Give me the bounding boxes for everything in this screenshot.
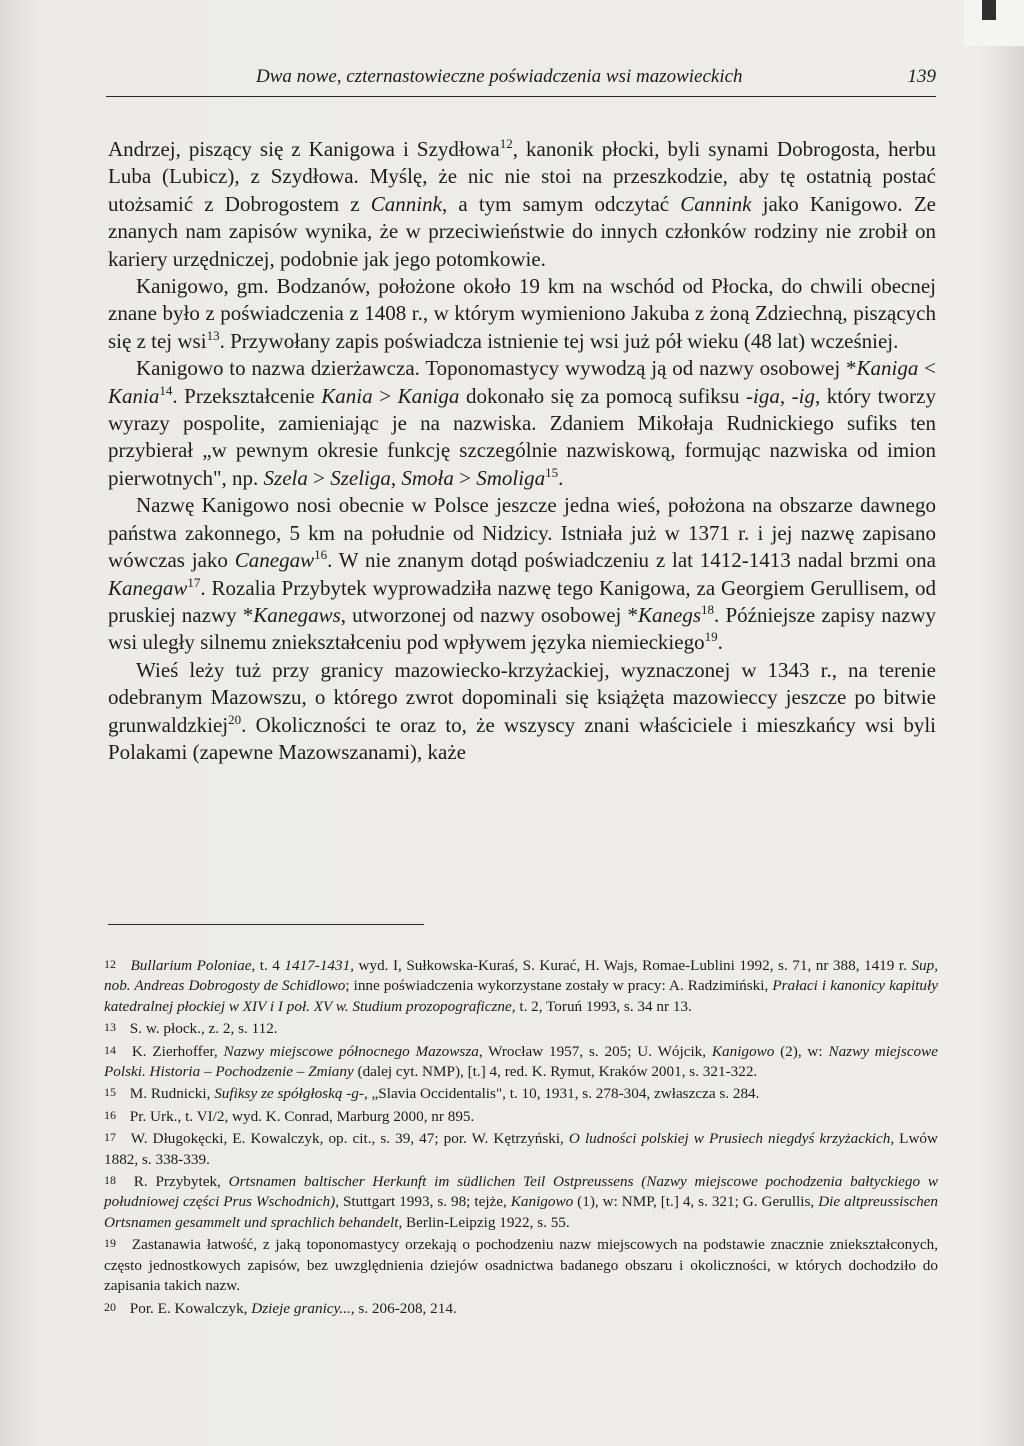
footnote-ref: 12 bbox=[499, 136, 513, 151]
text-run: , t. 2, Toruń 1993, s. 34 nr 13. bbox=[511, 997, 692, 1015]
text-run: dokonało się za pomocą sufiksu bbox=[459, 383, 747, 408]
text-run: , Lwów 1882, s. 338-339. bbox=[104, 1130, 938, 1168]
text-run: S. w. płock., z. 2, s. 112. bbox=[129, 1020, 278, 1038]
text-run: > bbox=[372, 383, 398, 408]
paragraph bbox=[108, 136, 936, 273]
footnote-number: 18 bbox=[104, 1173, 116, 1188]
text-run: , bbox=[390, 465, 402, 490]
text-run: . bbox=[717, 630, 723, 655]
italic-text: Ortsnamen baltischer Herkunft im südlichen Teil Ostpreussens (Nazwy miejscowe pochodzenia bałtyckiego w południowej części Prus Wschodnich) bbox=[104, 1173, 939, 1211]
text-run: , „Slavia Occidentalis", t. 10, 1931, s. 278-304, zwłaszcza s. 284. bbox=[363, 1085, 760, 1103]
footnote-number: 17 bbox=[104, 1130, 116, 1145]
italic-text: Kanigowo bbox=[510, 1193, 574, 1211]
text-run: , wyd. I, Sułkowska-Kuraś, S. Kurać, H. Wajs, Romae-Lublini 1992, s. 71, nr 388, 1419 r. bbox=[350, 957, 912, 974]
italic-text: Sufiksy ze spółgłoską -g- bbox=[214, 1085, 364, 1103]
text-run: , Wrocław 1957, s. 205; U. Wójcik, bbox=[478, 1042, 712, 1060]
text-run: (2), w: bbox=[774, 1042, 829, 1060]
text-run: Zastanawia łatwość, z jaką toponomastycy orzekają o pochodzeniu nazw miejscowych na podstawie znacznie zniekształconych, często jednostkowych zapisów, bez uwzględnienia dziejów osadnictwa badanego obszaru i okoliczności, w których dochodziło do zapisania takich nazw. bbox=[104, 1236, 939, 1295]
footnote-number: 20 bbox=[104, 1299, 116, 1314]
footnote bbox=[104, 1233, 938, 1296]
italic-text: Smoła bbox=[401, 465, 454, 490]
footnote-rule bbox=[108, 924, 424, 925]
scan-corner-mark bbox=[964, 0, 1024, 46]
text-run: W. Długokęcki, E. Kowalczyk, op. cit., s. 39, 47; por. W. Kętrzyński, bbox=[130, 1130, 569, 1148]
italic-text: Kanegaws bbox=[253, 602, 341, 627]
footnote bbox=[104, 1297, 938, 1319]
footnote-number: 15 bbox=[104, 1085, 116, 1100]
italic-text: 1417-1431 bbox=[284, 957, 351, 974]
text-run: Nazwę Kanigowo nosi obecnie w Polsce jeszcze jedna wieś, położona na obszarze dawnego państwa zakonnego, 5 km na południe od Nidzicy. Istniała już w 1371 r. i jej nazwę zapisano wówczas jako bbox=[108, 493, 936, 573]
text-run: < bbox=[918, 356, 936, 381]
italic-text: Smoliga bbox=[476, 465, 546, 490]
text-run: , Stuttgart 1993, s. 98; tejże, bbox=[335, 1193, 511, 1211]
paragraph bbox=[108, 492, 936, 656]
text-run: K. Zierhoffer, bbox=[131, 1042, 224, 1060]
footnote-number: 13 bbox=[104, 1020, 116, 1035]
text-run: jako Kanigowo. Ze znanych nam zapisów wynika, że w przeciwieństwie do innych członków rodziny nie zrobił on kariery urzędniczej, podobnie jak jego potomkowie. bbox=[108, 191, 936, 271]
italic-text: -iga, -ig bbox=[746, 383, 815, 408]
italic-text: Sup, nob. Andreas Dobrogosty de Schidlowo bbox=[104, 957, 938, 995]
footnote-ref: 18 bbox=[701, 601, 715, 617]
text-run: Wieś leży tuż przy granicy mazowiecko-krzyżackiej, wyznaczonej w 1343 r., na terenie odebranym Mazowszu, o którego zwrot dopominali się książęta mazowieccy jeszcze po bitwie grunwaldzkiej bbox=[108, 657, 936, 737]
page-number: 139 bbox=[907, 66, 936, 87]
text-run: , Berlin-Leipzig 1922, s. 55. bbox=[398, 1213, 570, 1231]
footnote bbox=[104, 1040, 938, 1083]
page-header bbox=[106, 66, 936, 97]
footnote bbox=[104, 954, 938, 1017]
footnote-number: 19 bbox=[104, 1236, 116, 1251]
footnote-ref: 15 bbox=[545, 464, 559, 480]
text-run: , kanonik płocki, byli synami Dobrogosta, herbu Luba (Lubicz), z Szydłowa. Myślę, że nic nie stoi na przeszkodzie, aby tę ostatnią postać utożsamić z Dobrogostem z bbox=[108, 137, 936, 216]
text-run: . Późniejsze zapisy nazwy wsi uległy silnemu zniekształceniu pod wpływem języka niemieckiego bbox=[108, 602, 936, 655]
text-run: . W nie znanym dotąd poświadczeniu z lat 1412-1413 nadal brzmi ona bbox=[327, 548, 936, 573]
main-text bbox=[108, 136, 936, 766]
text-run: Kanigowo, gm. Bodzanów, położone około 19 km na wschód od Płocka, do chwili obecnej znane było z poświadczenia z 1408 r., w którym wymieniono Jakuba z żoną Zdziechną, piszących się z tej wsi bbox=[108, 274, 936, 353]
footnote bbox=[104, 1082, 938, 1104]
paragraph bbox=[108, 355, 936, 492]
italic-text: Dzieje granicy... bbox=[251, 1299, 351, 1317]
italic-text: Canegaw bbox=[234, 548, 315, 573]
text-run: > bbox=[307, 465, 331, 490]
italic-text: Szeliga bbox=[330, 465, 391, 490]
italic-text: Prałaci i kanonicy kapituły katedralnej płockiej w XIV i I poł. XV w. Studium prozopograficzne bbox=[104, 977, 938, 1015]
text-run: , s. 206-208, 214. bbox=[350, 1299, 457, 1317]
text-run: R. Przybytek, bbox=[133, 1173, 229, 1191]
paragraph bbox=[108, 273, 936, 355]
footnote-number: 12 bbox=[104, 957, 116, 971]
italic-text: Kaniga bbox=[397, 383, 460, 408]
footnote-ref: 17 bbox=[187, 574, 201, 590]
italic-text: Kania bbox=[108, 383, 160, 408]
text-run: Por. E. Kowalczyk, bbox=[129, 1299, 252, 1317]
italic-text: Kania bbox=[321, 383, 373, 408]
text-run: ; inne poświadczenia wykorzystane zostały w pracy: A. Radzimiński, bbox=[345, 977, 773, 995]
text-run: , utworzonej od nazwy osobowej * bbox=[340, 602, 639, 627]
italic-text: Cannink bbox=[370, 191, 442, 216]
text-run: . Przywołany zapis poświadcza istnienie tej wsi już pół wieku (48 lat) wcześniej. bbox=[219, 328, 899, 353]
italic-text: Kaniga bbox=[856, 356, 919, 381]
text-run: . bbox=[558, 465, 564, 490]
footnotes bbox=[104, 954, 938, 1319]
italic-text: O ludności polskiej w Prusiech niegdyś krzyżackich bbox=[568, 1130, 891, 1148]
text-run: Pr. Urk., t. VI/2, wyd. K. Conrad, Marburg 2000, nr 895. bbox=[129, 1107, 475, 1125]
footnote bbox=[104, 1127, 938, 1170]
italic-text: Bullarium Poloniae bbox=[130, 957, 252, 974]
text-run: (1), w: NMP, [t.] 4, s. 321; G. Gerullis, bbox=[573, 1193, 819, 1211]
text-run: M. Rudnicki, bbox=[129, 1085, 215, 1103]
italic-text: Die altpreussischen Ortsnamen gesammelt und sprachlich behandelt bbox=[104, 1193, 938, 1231]
text-run: . Przekształcenie bbox=[172, 383, 322, 408]
italic-text: Cannink bbox=[680, 191, 752, 216]
footnote-ref: 20 bbox=[228, 711, 242, 727]
footnote-ref: 14 bbox=[159, 382, 173, 398]
footnote-number: 14 bbox=[104, 1042, 116, 1057]
italic-text: Szela bbox=[263, 465, 308, 490]
footnote-ref: 16 bbox=[314, 547, 328, 563]
text-run: > bbox=[453, 465, 477, 490]
italic-text: Kanegaw bbox=[108, 575, 188, 600]
running-title: Dwa nowe, czternastowieczne poświadczenia wsi mazowieckich bbox=[256, 66, 743, 87]
italic-text: Kanigowo bbox=[711, 1042, 775, 1060]
text-run: . Rozalia Przybytek wyprowadziła nazwę tego Kanigowa, za Georgiem Gerullisem, od pruskiej nazwy * bbox=[108, 575, 936, 627]
text-run: . Okoliczności te oraz to, że wszyscy znani właściciele i mieszkańcy wsi byli Polakami (zapewne Mazowszanami), każe bbox=[108, 712, 936, 764]
footnote-ref: 13 bbox=[206, 327, 220, 343]
italic-text: Nazwy miejscowe Polski. Historia – Pochodzenie – Zmiany bbox=[104, 1042, 939, 1081]
paragraph bbox=[108, 657, 936, 767]
text-run: (dalej cyt. NMP), [t.] 4, red. K. Rymut, Kraków 2001, s. 321-322. bbox=[353, 1063, 758, 1081]
text-run: Kanigowo to nazwa dzierżawcza. Toponomastycy wywodzą ją od nazwy osobowej * bbox=[136, 356, 857, 381]
footnote bbox=[104, 1105, 938, 1127]
italic-text: Kanegs bbox=[638, 602, 702, 627]
text-run: , a tym samym odczytać bbox=[441, 191, 681, 216]
text-run: , t. 4 bbox=[251, 957, 285, 974]
footnote-number: 16 bbox=[104, 1107, 116, 1122]
italic-text: Nazwy miejscowe północnego Mazowsza bbox=[223, 1042, 479, 1060]
footnote bbox=[104, 1170, 938, 1233]
text-run: Andrzej, piszący się z Kanigowa i Szydłowa bbox=[108, 137, 500, 161]
text-run: , który tworzy wyrazy pospolite, zamieniając je na nazwiska. Zdaniem Mikołaja Rudnickiego sufiks ten przybierał „w pewnym okresie funkcję szczególnie nazwiskową, formując nazwiska od imion pierwotnych", np. bbox=[108, 383, 936, 490]
footnote-ref: 19 bbox=[704, 629, 718, 645]
footnote bbox=[104, 1017, 938, 1039]
